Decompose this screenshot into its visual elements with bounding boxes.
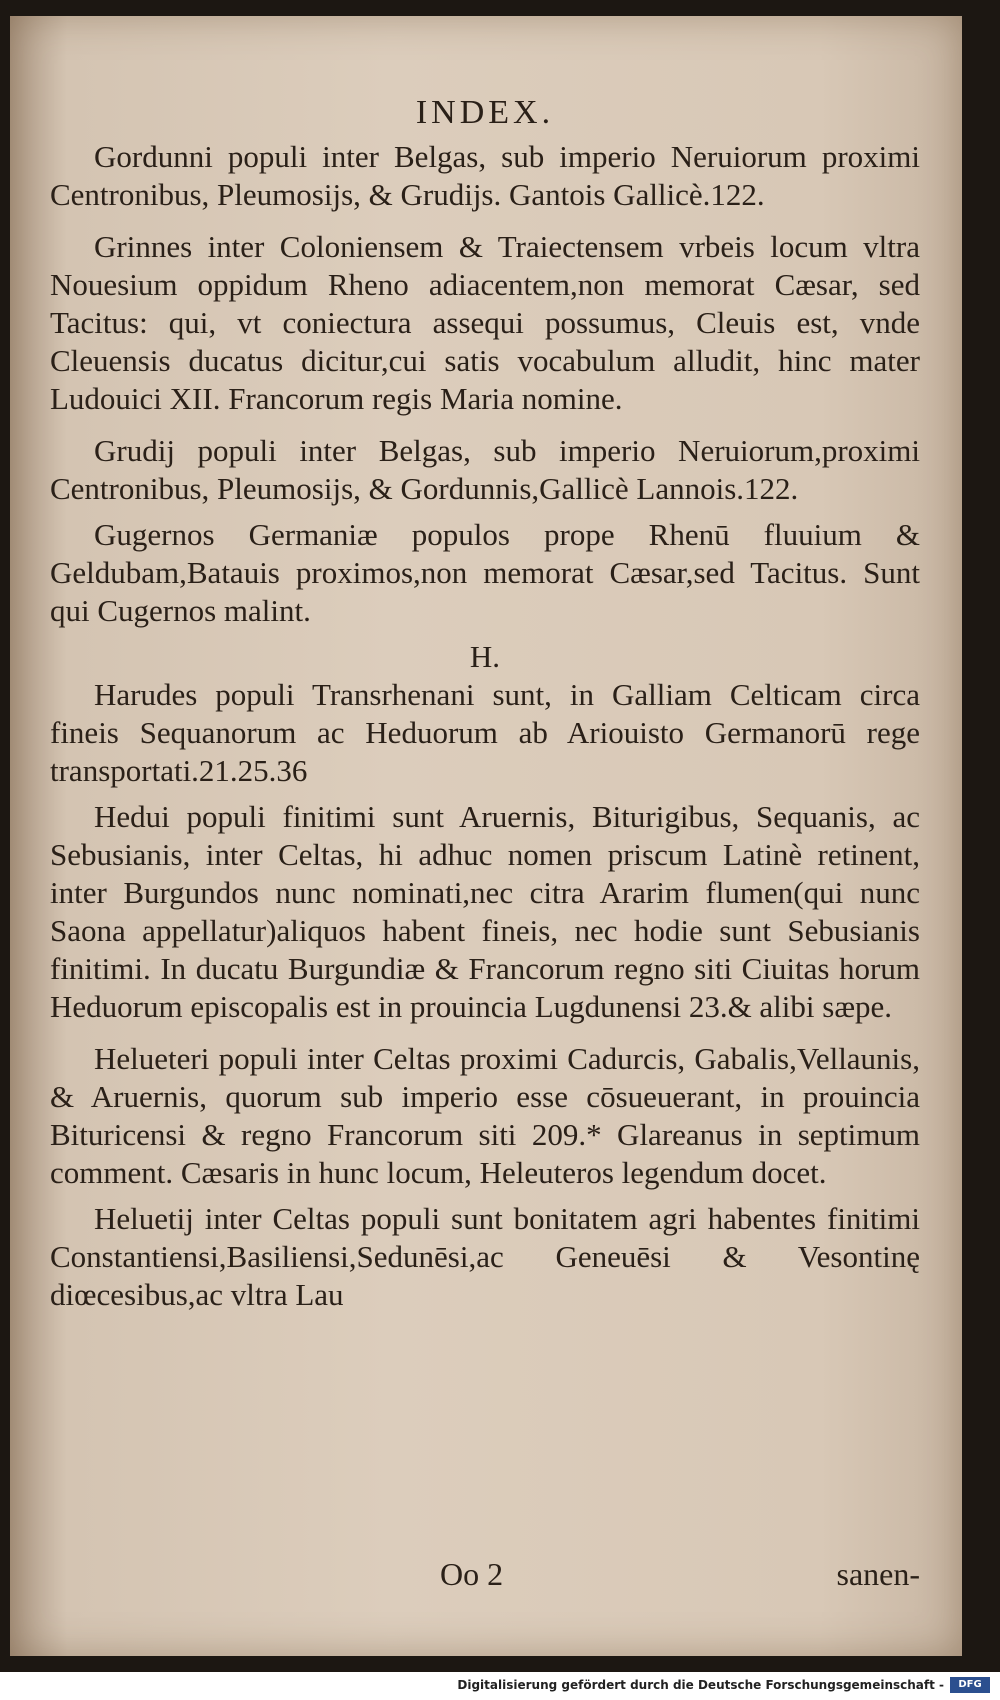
- page-footer: [50, 1556, 920, 1600]
- catchword: sanen-: [836, 1556, 920, 1592]
- signature-mark: Oo 2: [440, 1556, 504, 1592]
- page-text: [50, 86, 920, 1322]
- banner-text: Digitalisierung gefördert durch die Deutsche Forschungsgemeinschaft -: [457, 1678, 944, 1692]
- index-entry-gordunni: Gordunni populi inter Belgas, sub imperio Neruiorum proximi Centronibus, Pleumosijs, & Grudijs. Gantois Gallicè.122.: [50, 139, 920, 212]
- index-entry-heluetij: Heluetij inter Celtas populi sunt bonitatem agri habentes finitimi Constantiensi,Basiliensi,Sedunēsi,ac Geneuēsi & Vesontinę diœcesibus,ac vltra Lau: [50, 1201, 920, 1312]
- book-page: [10, 16, 962, 1656]
- index-entry-hedui: Hedui populi finitimi sunt Aruernis, Biturigibus, Sequanis, ac Sebusianis, inter Celtas, hi adhuc nomen priscum Latinè retinent, inter Burgundos nunc nominati,nec citra Ararim flumen(qui nunc Saona appellatur)aliquos habent fineis, nec hodie sunt Sebusianis finitimi. In ducatu Burgundiæ & Francorum regno siti Ciuitas horum Heduorum episcopalis est in prouincia Lugdunensi 23.& alibi sæpe.: [50, 799, 920, 1024]
- digitization-banner: [0, 1672, 1000, 1700]
- dfg-logo-icon: DFG: [950, 1677, 990, 1693]
- index-entry-grudij: Grudij populi inter Belgas, sub imperio Neruiorum,proximi Centronibus, Pleumosijs, & Gordunnis,Gallicè Lannois.122.: [50, 433, 920, 506]
- page-header: INDEX.: [415, 94, 555, 131]
- index-entry-gugernos: Gugernos Germaniæ populos prope Rhenū fluuium & Geldubam,Batauis proximos,non memorat Cæsar,sed Tacitus. Sunt qui Cugernos malint.: [50, 517, 920, 628]
- index-entry-grinnes: Grinnes inter Coloniensem & Traiectensem vrbeis locum vltra Nouesium oppidum Rheno adiacentem,non memorat Cæsar, sed Tacitus: qui, vt coniectura assequi possumus, Cleuis est, vnde Cleuensis ducatus dicitur,cui satis vocabulum alludit, hinc mater Ludouici XII. Francorum regis Maria nomine.: [50, 229, 920, 416]
- index-entry-helueteri: Helueteri populi inter Celtas proximi Cadurcis, Gabalis,Vellaunis, & Aruernis, quorum sub imperio esse cōsueuerant, in prouincia Bituricensi & regno Francorum siti 209.* Glareanus in septimum comment. Cæsaris in hunc locum, Heleuteros legendum docet.: [50, 1041, 920, 1190]
- index-entry-harudes: Harudes populi Transrhenani sunt, in Galliam Celticam circa fineis Sequanorum ac Heduorum ab Ariouisto Germanorū rege transportati.21.25.36: [50, 677, 920, 788]
- section-letter: H.: [469, 639, 501, 674]
